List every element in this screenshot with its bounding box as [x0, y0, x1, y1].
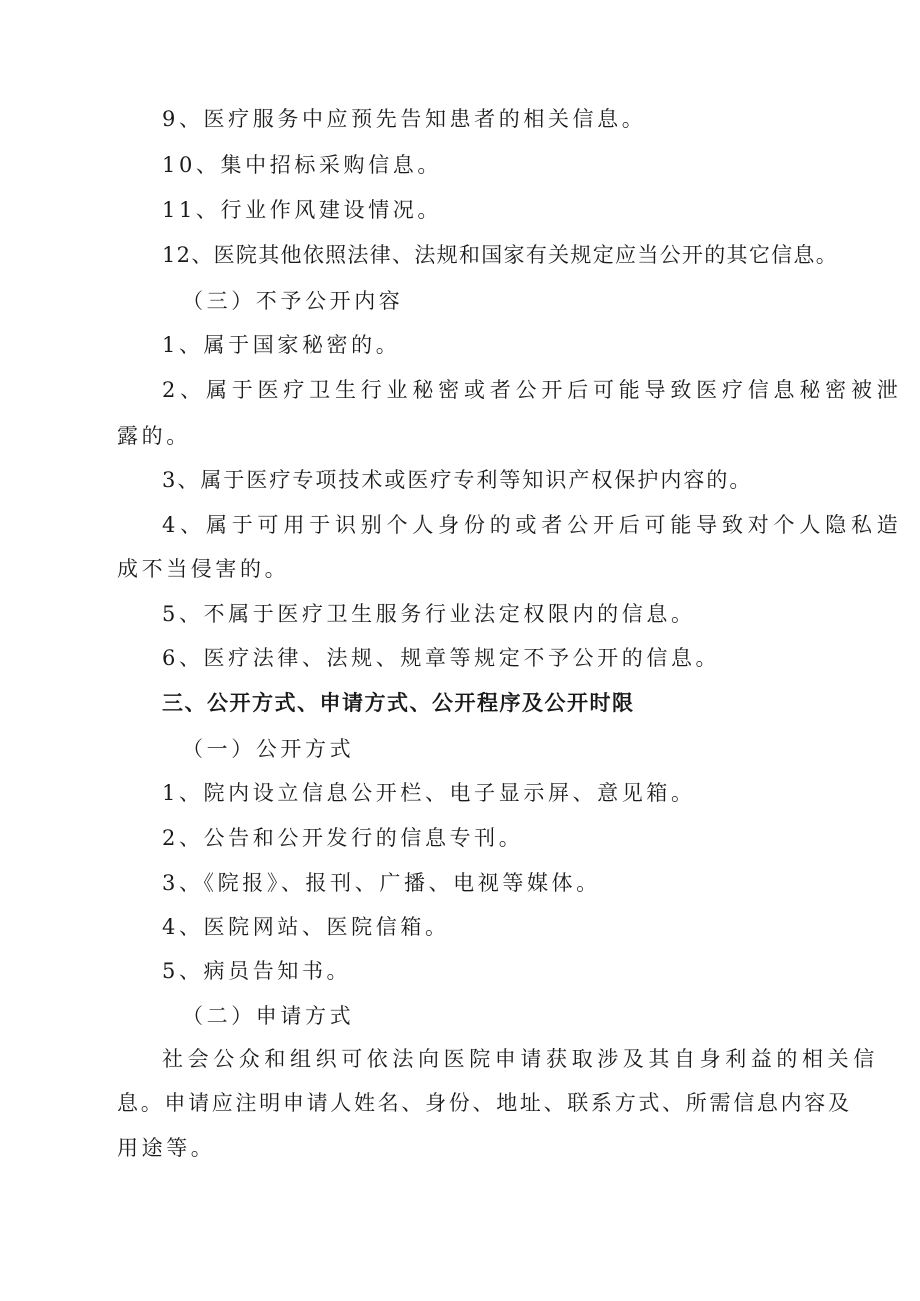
method-item-4: 4、医院网站、医院信箱。: [162, 915, 450, 939]
list-item-10: 10、集中招标采购信息。: [162, 153, 442, 177]
non-disclosure-item-5: 5、不属于医疗卫生服务行业法定权限内的信息。: [162, 602, 696, 626]
method-item-5: 5、病员告知书。: [162, 959, 352, 983]
section-heading-3: 三、公开方式、申请方式、公开程序及公开时限: [162, 691, 635, 715]
application-paragraph-line-3: 用途等。: [117, 1136, 216, 1160]
application-paragraph-line-1: 社会公众和组织可依法向医院申请获取涉及其自身利益的相关信: [162, 1047, 879, 1071]
non-disclosure-item-4-cont: 成不当侵害的。: [117, 557, 290, 581]
non-disclosure-item-2: 2、属于医疗卫生行业秘密或者公开后可能导致医疗信息秘密被泄: [162, 378, 903, 402]
list-item-12: 12、医院其他依照法律、法规和国家有关规定应当公开的其它信息。: [162, 243, 839, 267]
application-paragraph-line-2: 息。申请应注明申请人姓名、身份、地址、联系方式、所需信息内容及: [117, 1091, 852, 1115]
list-item-9: 9、医疗服务中应预先告知患者的相关信息。: [162, 107, 647, 131]
subheading-disclosure-method: （一）公开方式: [182, 737, 355, 761]
non-disclosure-item-4: 4、属于可用于识别个人身份的或者公开后可能导致对个人隐私造: [162, 513, 903, 537]
method-item-3: 3、《院报》、报刊、广播、电视等媒体。: [162, 871, 601, 895]
list-item-11: 11、行业作风建设情况。: [162, 198, 442, 222]
method-item-1: 1、院内设立信息公开栏、电子显示屏、意见箱。: [162, 781, 696, 805]
subheading-application-method: （二）申请方式: [182, 1004, 355, 1028]
non-disclosure-item-2-cont: 露的。: [117, 424, 191, 448]
subheading-non-disclosure: （三）不予公开内容: [182, 289, 404, 313]
non-disclosure-item-6: 6、医疗法律、法规、规章等规定不予公开的信息。: [162, 646, 721, 670]
method-item-2: 2、公告和公开发行的信息专刊。: [162, 826, 524, 850]
non-disclosure-item-1: 1、属于国家秘密的。: [162, 333, 401, 357]
non-disclosure-item-3: 3、属于医疗专项技术或医疗专利等知识产权保护内容的。: [162, 468, 753, 492]
